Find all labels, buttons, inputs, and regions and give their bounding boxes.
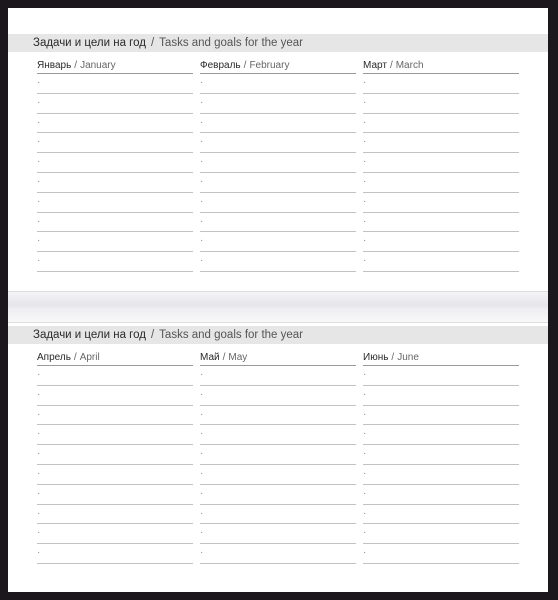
month-label [363, 352, 519, 366]
writing-line[interactable] [363, 153, 519, 173]
writing-line[interactable] [363, 74, 519, 94]
writing-line[interactable] [200, 133, 356, 153]
month-name-en: January [80, 60, 116, 71]
writing-line[interactable] [200, 232, 356, 252]
month-separator: / [73, 352, 77, 363]
month-column-january [37, 60, 193, 272]
month-label [37, 60, 193, 74]
writing-lines[interactable] [363, 74, 519, 272]
writing-line[interactable] [200, 213, 356, 233]
month-label [200, 60, 356, 74]
section-header [8, 326, 548, 344]
writing-line[interactable] [200, 425, 356, 445]
month-name-ru: Март [363, 60, 387, 71]
writing-line[interactable] [200, 94, 356, 114]
writing-line[interactable] [37, 74, 193, 94]
writing-line[interactable] [200, 153, 356, 173]
writing-line[interactable] [37, 366, 193, 386]
writing-line[interactable] [363, 445, 519, 465]
writing-line[interactable] [37, 406, 193, 426]
writing-line[interactable] [37, 133, 193, 153]
month-name-ru: Февраль [200, 60, 241, 71]
month-label [363, 60, 519, 74]
month-name-ru: Апрель [37, 352, 71, 363]
planner-page [8, 8, 548, 592]
writing-line[interactable] [363, 425, 519, 445]
month-column-may [200, 352, 356, 564]
writing-line[interactable] [200, 445, 356, 465]
writing-line[interactable] [37, 485, 193, 505]
writing-line[interactable] [37, 386, 193, 406]
month-column-april [37, 352, 193, 564]
writing-lines[interactable] [363, 366, 519, 564]
month-label [200, 352, 356, 366]
writing-line[interactable] [37, 505, 193, 525]
writing-line[interactable] [37, 544, 193, 564]
writing-line[interactable] [363, 173, 519, 193]
month-name-en: March [395, 60, 424, 71]
writing-line[interactable] [363, 193, 519, 213]
header-title-en: Tasks and goals for the year [159, 37, 304, 49]
writing-line[interactable] [37, 425, 193, 445]
header-title-en: Tasks and goals for the year [159, 329, 304, 341]
goals-section-q2 [8, 326, 548, 586]
writing-line[interactable] [363, 485, 519, 505]
writing-line[interactable] [37, 524, 193, 544]
month-columns [37, 352, 519, 564]
month-name-ru: Май [200, 352, 220, 363]
month-column-june [363, 352, 519, 564]
month-name-en: June [397, 352, 419, 363]
writing-line[interactable] [37, 213, 193, 233]
writing-line[interactable] [200, 505, 356, 525]
month-separator: / [389, 60, 393, 71]
writing-line[interactable] [37, 232, 193, 252]
writing-lines[interactable] [200, 366, 356, 564]
header-title-ru: Задачи и цели на год [33, 37, 146, 49]
month-column-march [363, 60, 519, 272]
writing-line[interactable] [200, 114, 356, 134]
writing-line[interactable] [363, 213, 519, 233]
page-fold [8, 291, 548, 323]
writing-line[interactable] [363, 232, 519, 252]
writing-lines[interactable] [37, 366, 193, 564]
header-title-ru: Задачи и цели на год [33, 329, 146, 341]
writing-line[interactable] [37, 94, 193, 114]
month-separator: / [243, 60, 247, 71]
writing-line[interactable] [200, 406, 356, 426]
writing-line[interactable] [200, 252, 356, 272]
writing-line[interactable] [37, 153, 193, 173]
writing-lines[interactable] [200, 74, 356, 272]
writing-line[interactable] [200, 173, 356, 193]
writing-line[interactable] [363, 505, 519, 525]
writing-line[interactable] [363, 133, 519, 153]
writing-lines[interactable] [37, 74, 193, 272]
writing-line[interactable] [200, 366, 356, 386]
month-name-en: February [249, 60, 290, 71]
writing-line[interactable] [37, 114, 193, 134]
writing-line[interactable] [363, 366, 519, 386]
writing-line[interactable] [363, 94, 519, 114]
writing-line[interactable] [363, 524, 519, 544]
writing-line[interactable] [37, 465, 193, 485]
writing-line[interactable] [363, 465, 519, 485]
header-separator: / [150, 329, 155, 341]
writing-line[interactable] [37, 193, 193, 213]
writing-line[interactable] [363, 544, 519, 564]
writing-line[interactable] [37, 173, 193, 193]
writing-line[interactable] [363, 252, 519, 272]
month-columns [37, 60, 519, 272]
writing-line[interactable] [200, 386, 356, 406]
month-name-en: May [228, 352, 248, 363]
goals-section-q1 [8, 34, 548, 284]
writing-line[interactable] [200, 465, 356, 485]
writing-line[interactable] [200, 524, 356, 544]
month-separator: / [391, 352, 395, 363]
writing-line[interactable] [200, 544, 356, 564]
month-name-en: April [79, 352, 100, 363]
section-header [8, 34, 548, 52]
writing-line[interactable] [37, 252, 193, 272]
writing-line[interactable] [363, 406, 519, 426]
writing-line[interactable] [200, 485, 356, 505]
header-separator: / [150, 37, 155, 49]
month-separator: / [222, 352, 226, 363]
writing-line[interactable] [363, 386, 519, 406]
month-column-february [200, 60, 356, 272]
month-label [37, 352, 193, 366]
writing-line[interactable] [200, 193, 356, 213]
month-name-ru: Июнь [363, 352, 389, 363]
writing-line[interactable] [200, 74, 356, 94]
month-name-ru: Январь [37, 60, 72, 71]
month-separator: / [74, 60, 78, 71]
writing-line[interactable] [37, 445, 193, 465]
writing-line[interactable] [363, 114, 519, 134]
